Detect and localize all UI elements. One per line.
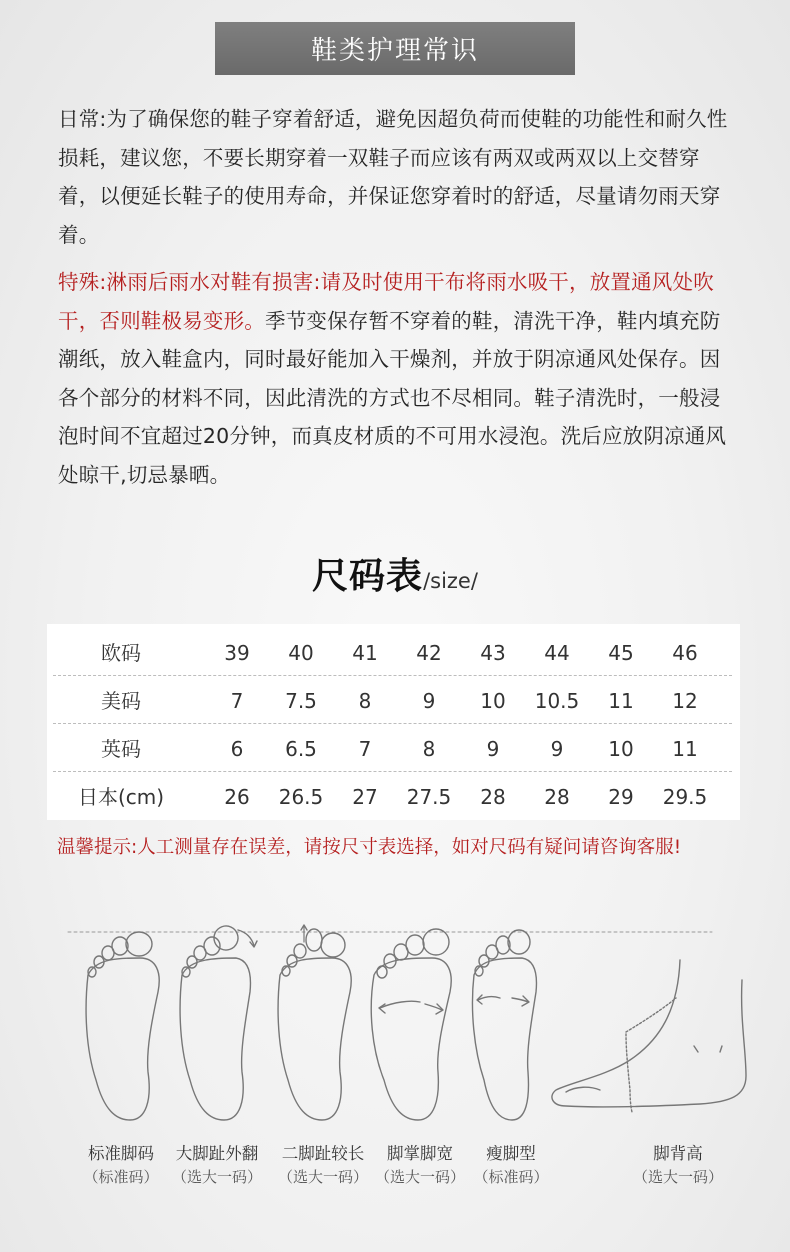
size-row-label: 美码 [101,689,141,713]
foot-type-advice: （标准码） [83,1168,159,1186]
size-row [47,628,740,676]
size-cell: 26 [224,785,250,809]
size-cell: 10 [608,737,634,761]
size-cell: 12 [672,689,698,713]
narrow-foot-icon [472,930,536,1120]
foot-type-name: 标准脚码 [88,1144,154,1163]
size-cell: 39 [224,641,250,665]
size-cell: 11 [608,689,634,713]
size-chart-heading [0,548,790,599]
standard-foot-icon [86,932,159,1120]
size-cell: 28 [480,785,506,809]
size-chart-title: 尺码表 [312,556,424,597]
foot-type-name: 脚背高 [653,1144,703,1163]
size-cell: 26.5 [278,785,324,809]
foot-type-name: 二脚趾较长 [281,1144,365,1163]
size-row-label: 日本(cm) [77,785,165,809]
size-cell: 10 [480,689,506,713]
foot-type-name: 大脚趾外翻 [175,1144,259,1163]
size-chart-subtitle: /size/ [423,569,478,593]
size-cell: 28 [544,785,570,809]
foot-type-advice: （标准码） [473,1168,549,1186]
foot-type-advice: （选大一码） [277,1168,369,1186]
size-row [47,676,740,724]
size-cell: 29.5 [662,785,708,809]
long-second-toe-icon [278,925,351,1120]
wide-foot-icon [371,929,451,1120]
foot-type-advice: （选大一码） [632,1168,724,1186]
care-title: 鞋类护理常识 [310,36,479,66]
size-cell: 6 [230,737,244,761]
size-cell: 7.5 [285,689,317,713]
foot-type-name: 脚掌脚宽 [387,1144,453,1163]
size-row [47,772,740,820]
bunion-foot-icon [180,923,257,1120]
size-row-label: 英码 [101,737,141,761]
special-care-text [58,263,734,494]
size-cell: 9 [422,689,436,713]
size-cell: 8 [422,737,436,761]
size-cell: 10.5 [534,689,580,713]
foot-type-name: 瘦脚型 [486,1144,536,1163]
daily-care-text: 日常:为了确保您的鞋子穿着舒适，避免因超负荷而使鞋的功能性和耐久性损耗，建议您，不要长期穿着一双鞋子而应该有两双或两双以上交替穿着，以便延长鞋子的使用寿命，并保证您穿着时的舒适，尽量请勿雨天穿着。 [58,107,728,247]
size-cell: 11 [672,737,698,761]
special-warning-text: 特殊:淋雨后雨水对鞋有损害:请及时使用干布将雨水吸干，放置通风处吹干，否则鞋极易变形。 [58,270,714,333]
size-row [47,724,740,772]
size-cell: 40 [288,641,314,665]
size-cell: 9 [550,737,564,761]
size-row-label: 欧码 [101,641,141,665]
foot-type-advice: （选大一码） [374,1168,466,1186]
size-table [47,624,740,820]
size-cell: 7 [230,689,244,713]
size-cell: 46 [672,641,698,665]
size-hint: 温馨提示:人工测量存在误差，请按尺寸表选择，如对尺码有疑问请咨询客服! [57,837,682,858]
size-cell: 29 [608,785,634,809]
foot-type-advice: （选大一码） [171,1168,263,1186]
size-cell: 8 [358,689,372,713]
size-cell: 27.5 [406,785,452,809]
size-cell: 44 [544,641,570,665]
high-instep-icon [552,960,746,1112]
size-cell: 42 [416,641,442,665]
size-cell: 45 [608,641,634,665]
size-cell: 9 [486,737,500,761]
care-title-banner [215,22,575,75]
size-cell: 41 [352,641,378,665]
size-cell: 27 [352,785,378,809]
special-care-rest: 季节变保存暂不穿着的鞋，清洗干净，鞋内填充防潮纸，放入鞋盒内，同时最好能加入干燥剂，并放于阴凉通风处保存。因各个部分的材料不同，因此清洗的方式也不尽相同。鞋子清洗时，一般浸泡时间不宜超过20分钟，而真皮材质的不可用水浸泡。洗后应放阴凉通风处晾干,切忌暴晒。 [58,308,727,487]
size-cell: 7 [358,737,372,761]
foot-types-illustration [0,900,790,1140]
size-cell: 43 [480,641,506,665]
size-cell: 6.5 [285,737,317,761]
